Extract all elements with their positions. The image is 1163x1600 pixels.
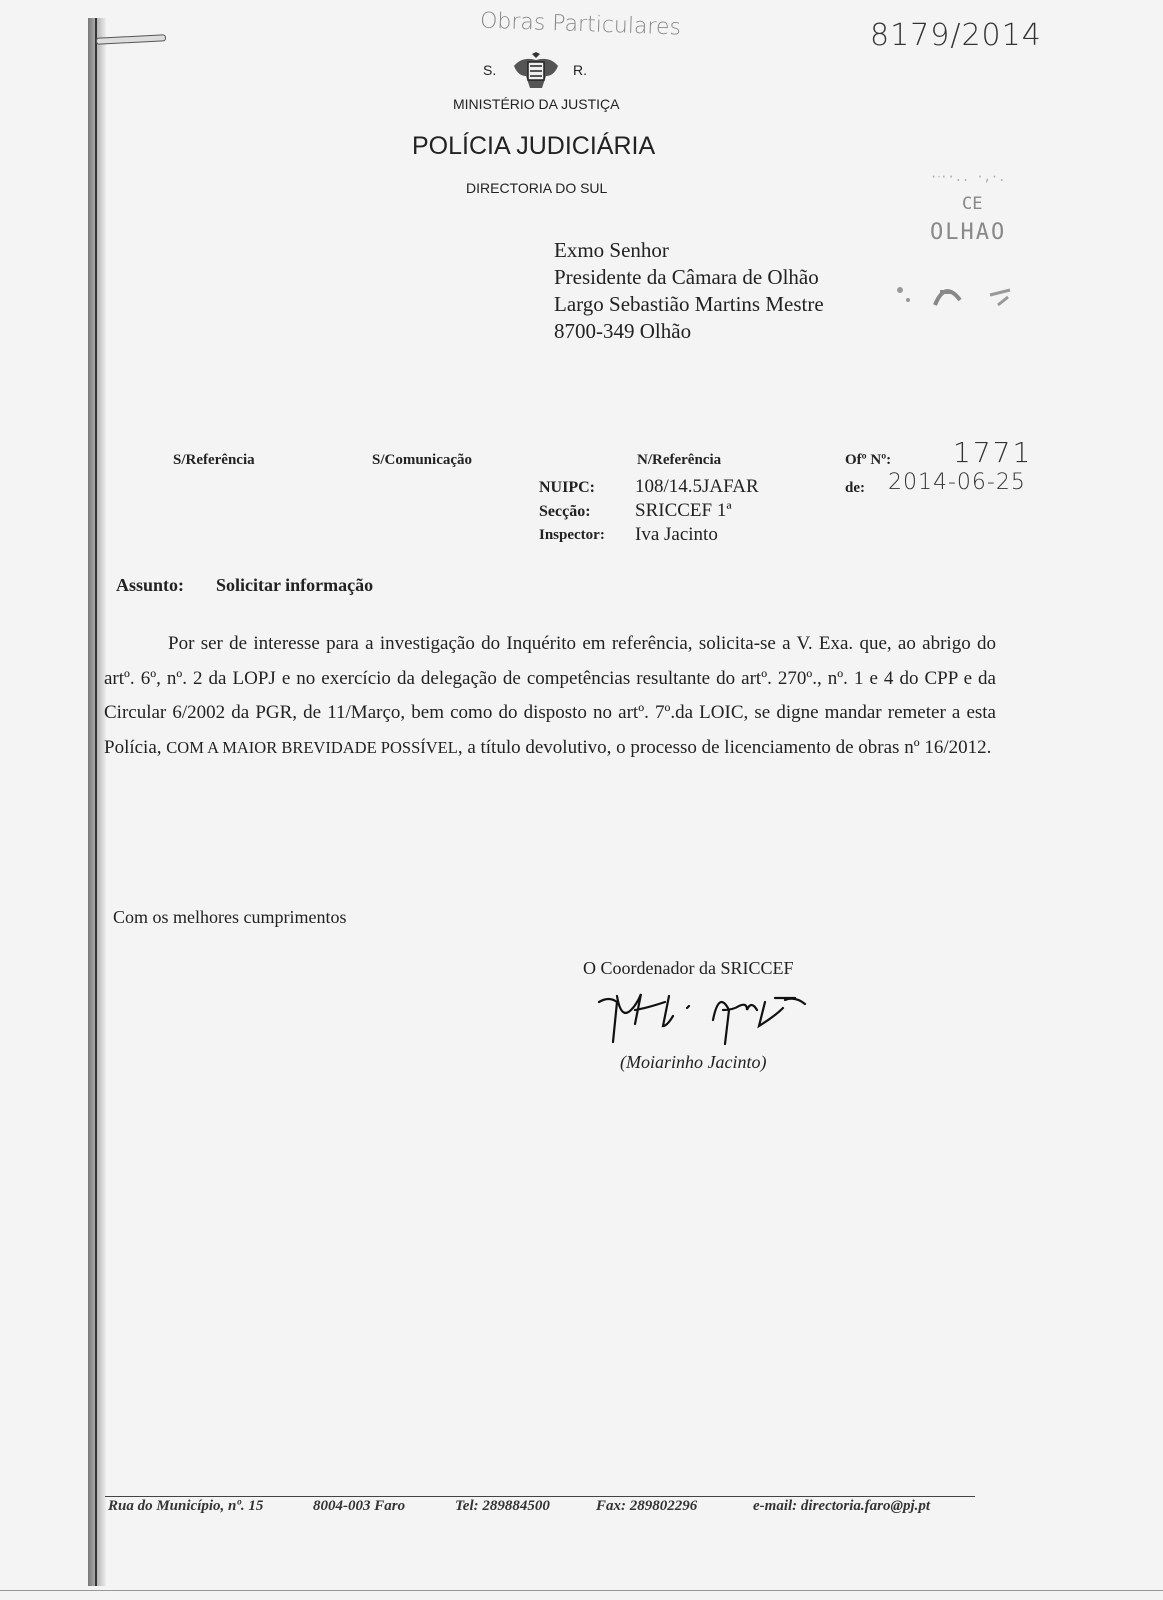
handwritten-doc-number: 8179/2014 (870, 18, 1042, 53)
inspector-value: Iva Jacinto (635, 524, 718, 545)
recipient-line-2: Presidente da Câmara de Olhão (554, 265, 819, 289)
oficio-number-value: 1771 (953, 436, 1033, 469)
subject-value: Solicitar informação (216, 575, 374, 595)
received-stamp: ·ᐧ··.. ·,·. CE OLHAO (900, 170, 1070, 330)
nuipc-value: 108/14.5JAFAR (635, 476, 759, 497)
body-paragraph (104, 627, 996, 765)
footer-postal: 8004-003 Faro (313, 1498, 406, 1514)
stamp-marks (880, 270, 1040, 320)
letterhead-s: S. (483, 62, 497, 78)
subject-label: Assunto: (116, 575, 185, 595)
body-text-part-1: Por ser de interesse para a investigação do Inquérito em referência, solicita-se a V. Exa. que, ao abrigo do artº. 6º, nº. 2 da LOPJ e no exercício da delegação de competências resultante do artº. 270º., nº. 1 e 4 do CPP e da Circular 6/2002 da PGR, de 11/Março, bem como do disposto no artº. 7º.da LOIC, se digne mandar remeter a esta Polícia, (104, 633, 996, 758)
footer-fax: Fax: 289802296 (596, 1498, 698, 1514)
seccao-value: SRICCEF 1ª (635, 500, 732, 521)
binding-edge (95, 18, 97, 1586)
page-bottom-edge (0, 1590, 1163, 1591)
agency-title: POLÍCIA JUDICIÁRIA (412, 132, 656, 160)
date-label: de: (845, 480, 865, 496)
ministry-name: MINISTÉRIO DA JUSTIÇA (453, 96, 620, 112)
recipient-address (554, 237, 824, 345)
nuipc-label: NUIPC: (539, 479, 595, 496)
recipient-line-1: Exmo Senhor (554, 238, 669, 262)
body-emphasis: COM A MAIOR BREVIDADE POSSÍVEL (166, 737, 458, 757)
letterhead-r: R. (573, 62, 587, 78)
closing-greeting: Com os melhores cumprimentos (113, 907, 347, 927)
footer-tel: Tel: 289884500 (455, 1498, 550, 1514)
handwritten-annotation-obras: Obras Particulares (479, 8, 682, 41)
footer-divider (105, 1496, 975, 1497)
stamp-text-2: OLHAO (930, 220, 1007, 245)
handwritten-signature (595, 990, 855, 1050)
binding-strip (88, 18, 106, 1586)
stamp-text-1: CE (962, 194, 983, 214)
coat-of-arms-emblem (510, 52, 562, 92)
body-text-part-2: , a título devolutivo, o processo de licenciamento de obras nº 16/2012. (457, 736, 992, 758)
signatory-name: (Moiarinho Jacinto) (620, 1052, 767, 1072)
s-comunicacao-label: S/Comunicação (372, 452, 473, 468)
date-value: 2014-06-25 (888, 470, 1026, 495)
recipient-line-4: 8700-349 Olhão (554, 319, 692, 343)
footer-email[interactable]: e-mail: directoria.faro@pj.pt (753, 1498, 931, 1514)
letter-body (104, 627, 996, 765)
s-referencia-label: S/Referência (173, 452, 255, 468)
oficio-number-label: Ofº Nº: (845, 452, 892, 468)
inspector-label: Inspector: (539, 527, 605, 543)
seccao-label: Secção: (539, 503, 591, 520)
footer-address: Rua do Município, nº. 15 (108, 1498, 264, 1514)
n-referencia-label: N/Referência (637, 452, 722, 468)
directorate-name: DIRECTORIA DO SUL (466, 180, 608, 196)
signatory-role: O Coordenador da SRICCEF (583, 958, 794, 978)
staple (96, 34, 166, 45)
recipient-line-3: Largo Sebastião Martins Mestre (554, 292, 824, 316)
